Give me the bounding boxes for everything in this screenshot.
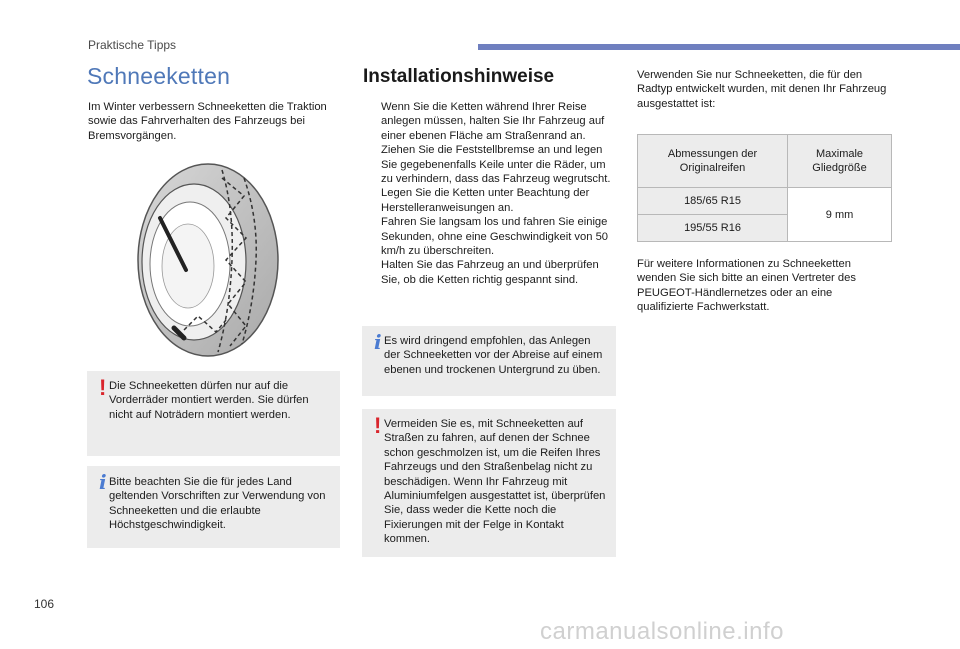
warning-text: Die Schneeketten dürfen nur auf die Vorderräder montiert werden. Sie dürfen nicht auf Noträdern montiert werden. — [109, 380, 309, 421]
info-text: Es wird dringend empfohlen, das Anlegen der Schneeketten vor der Abreise auf einem ebenen und trockenen Untergrund zu üben. — [384, 335, 603, 376]
installation-list — [363, 100, 617, 287]
chain-usage-intro: Verwenden Sie nur Schneeketten, die für den Radtyp entwickelt wurden, mit denen Ihr Fahrzeug ausgestattet ist: — [637, 69, 887, 110]
warning-text: Vermeiden Sie es, mit Schneeketten auf Straßen zu fahren, auf denen der Schnee schon geschmolzen ist, um die Reifen Ihres Fahrzeugs und den Straßenbelag nicht zu beschädigen. Wenn Ihr Fahrzeug mit Aluminiumfelgen ausgestattet ist, überprüfen Sie, dass weder die Kette noch die Fixierungen mit der Felge in Kontakt kommen. — [384, 418, 606, 546]
header-accent-bar — [478, 44, 960, 50]
list-item: Wenn Sie die Ketten während Ihrer Reise anlegen müssen, halten Sie Ihr Fahrzeug auf einer ebenen Fläche am Straßenrand an. — [381, 101, 605, 142]
warning-box-melted-snow — [362, 409, 616, 557]
watermark: carmanualsonline.info — [540, 618, 784, 645]
warning-exclamation-icon: ! — [374, 413, 382, 438]
snow-chain-wheel-icon — [124, 160, 284, 360]
list-item: Fahren Sie langsam los und fahren Sie einige Sekunden, ohne eine Geschwindigkeit von 50 km/h zu überschreiten. — [381, 216, 609, 258]
chain-size-table — [637, 134, 892, 242]
list-item: Halten Sie das Fahrzeug an und überprüfen Sie, ob die Ketten richtig gespannt sind. — [381, 259, 599, 286]
contact-dealer-paragraph: Für weitere Informationen zu Schneeketten wenden Sie sich bitte an einen Vertreter des PEUGEOT-Händlernetzes oder an eine qualifizierte Fachwerkstatt. — [637, 258, 856, 314]
info-box-regulations — [87, 466, 340, 548]
max-link-size-cell: 9 mm — [788, 188, 892, 242]
warning-box-front-wheels — [87, 371, 340, 456]
section-title: Installationshinweise — [363, 66, 555, 87]
intro-paragraph: Im Winter verbessern Schneeketten die Traktion sowie das Fahrverhalten des Fahrzeugs bei Bremsvorgängen. — [88, 101, 327, 142]
list-item: Ziehen Sie die Feststellbremse an und legen Sie gegebenenfalls Keile unter die Räder, um zu verhindern, dass das Fahrzeug wegrutscht. — [381, 144, 611, 186]
table-header-row — [638, 135, 892, 188]
page-title: Schneeketten — [87, 63, 231, 89]
page-number: 106 — [34, 597, 55, 611]
section-label: Praktische Tipps — [88, 38, 177, 52]
info-text: Bitte beachten Sie die für jedes Land geltenden Vorschriften zur Verwendung von Schneeketten und die erlaubte Höchstgeschwindigkeit. — [109, 476, 326, 532]
info-icon: i — [99, 470, 107, 494]
column-header: Maximale Gliedgröße — [788, 135, 892, 188]
column-header: Abmessungen der Originalreifen — [638, 135, 788, 188]
info-icon: i — [374, 330, 382, 354]
warning-exclamation-icon: ! — [99, 375, 107, 400]
info-box-practice — [362, 326, 616, 396]
table-row — [638, 188, 892, 215]
list-item: Legen Sie die Ketten unter Beachtung der Herstelleranweisungen an. — [381, 187, 590, 214]
tire-size-cell: 195/55 R16 — [638, 215, 788, 242]
tire-size-cell: 185/65 R15 — [638, 188, 788, 215]
